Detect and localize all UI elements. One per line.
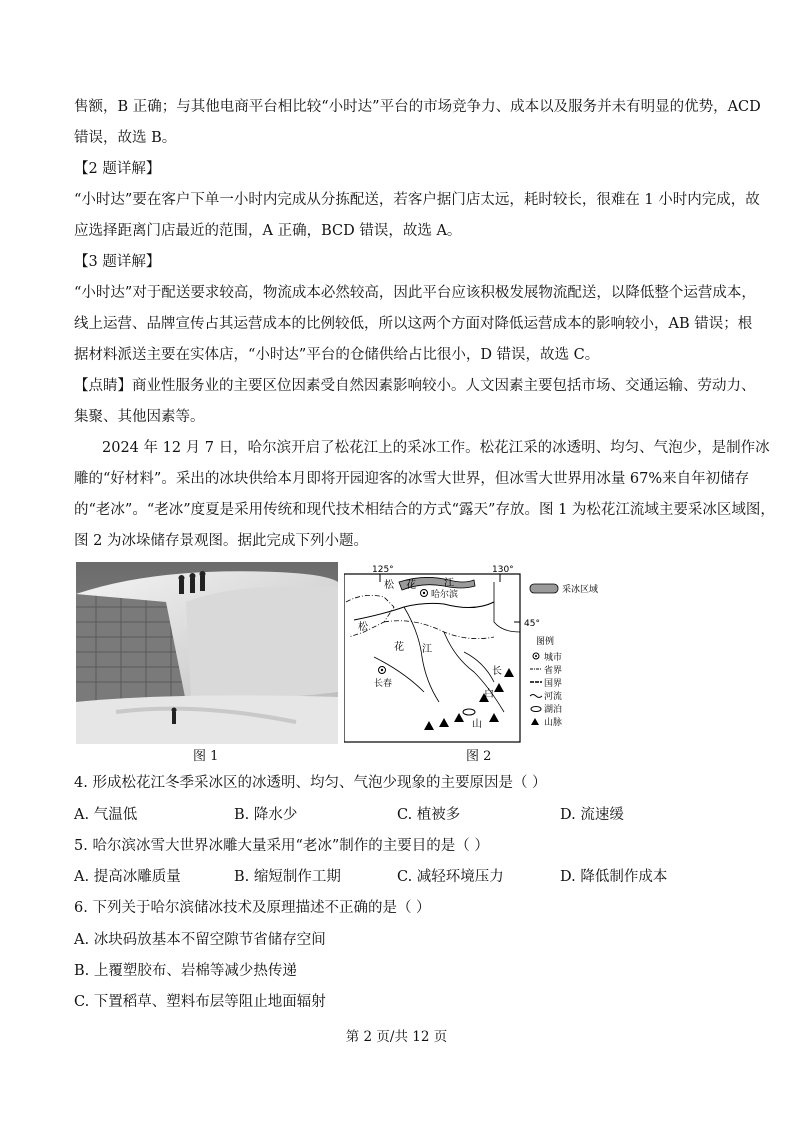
question-stem: 4. 形成松花江冬季采冰区的冰透明、均匀、气泡少现象的主要原因是（ ） xyxy=(74,775,547,791)
figure-2-caption: 图 2 xyxy=(466,749,492,764)
text-line: “小时达”要在客户下单一小时内完成从分拣配送，若客户据门店太远，耗时较长，很难在 1 小时内完成，故 xyxy=(74,192,760,208)
section-heading: 【2 题详解】 xyxy=(74,161,161,177)
figure-2-map xyxy=(344,562,624,762)
legend-ice-area: 采冰区域 xyxy=(562,585,599,595)
city-label-changchun: 长春 xyxy=(374,679,393,689)
river-char: 松 xyxy=(358,622,368,633)
lon-label-125: 125° xyxy=(372,565,394,575)
question-option: C. 植被多 xyxy=(397,807,461,823)
question-stem: 6. 下列关于哈尔滨储冰技术及原理描述不正确的是（ ） xyxy=(74,900,431,916)
section-heading: 【3 题详解】 xyxy=(74,254,161,270)
mountain-char: 长 xyxy=(492,666,502,677)
lon-label-130: 130° xyxy=(492,565,514,575)
text-line: 据材料派送主要在实体店，“小时达”平台的仓储供给占比很小，D 错误，故选 C。 xyxy=(74,347,600,363)
river-char: 花 xyxy=(394,642,404,653)
mountain-char: 山 xyxy=(472,719,482,730)
question-option: A. 气温低 xyxy=(74,807,138,823)
river-char: 花 xyxy=(406,580,416,591)
question-option: B. 缩短制作工期 xyxy=(234,869,341,885)
text-line: 错误，故选 B。 xyxy=(74,130,177,146)
question-option: D. 降低制作成本 xyxy=(560,869,668,885)
legend-item: 河流 xyxy=(544,692,563,702)
songhua-river-map xyxy=(344,562,624,762)
page-footer: 第 2 页/共 12 页 xyxy=(345,1029,448,1045)
text-line: “小时达”对于配送要求较高，物流成本必然较高，因此平台应该积极发展物流配送，以降低整个运营成本， xyxy=(74,285,756,301)
passage-line: 2024 年 12 月 7 日，哈尔滨开启了松花江上的采冰工作。松花江采的冰透明、均匀、气泡少，是制作冰 xyxy=(102,440,770,456)
legend-title: 图例 xyxy=(536,637,555,647)
question-option: C. 下置稻草、塑料布层等阻止地面辐射 xyxy=(74,994,326,1010)
figure-1-caption: 图 1 xyxy=(193,749,219,764)
legend-item: 城市 xyxy=(544,653,563,663)
question-option: D. 流速缓 xyxy=(560,807,624,823)
passage-line: 的“老冰”。“老冰”度夏是采用传统和现代技术相结合的方式“露天”存放。图 1 为松花江流域主要采冰区域图， xyxy=(74,502,775,518)
ice-stack-photo xyxy=(76,562,338,744)
river-char: 江 xyxy=(444,578,454,589)
city-label-harbin: 哈尔滨 xyxy=(431,590,459,600)
question-stem: 5. 哈尔滨冰雪大世界冰雕大量采用“老冰”制作的主要目的是（ ） xyxy=(74,838,489,854)
passage-line: 雕的“好材料”。采出的冰块供给本月即将开园迎客的冰雪大世界，但冰雪大世界用冰量 67%来自年初储存 xyxy=(74,471,750,487)
question-option: A. 提高冰雕质量 xyxy=(74,869,181,885)
text-line: 线上运营、品牌宣传占其运营成本的比例较低，所以这两个方面对降低运营成本的影响较小，AB 错误；根 xyxy=(74,316,753,332)
question-option: B. 上覆塑胶布、岩棉等减少热传递 xyxy=(74,963,297,979)
river-char: 松 xyxy=(384,580,394,591)
river-char: 江 xyxy=(422,644,432,655)
legend-item: 山脉 xyxy=(544,718,563,728)
text-line: 【点睛】商业性服务业的主要区位因素受自然因素影响较小。人文因素主要包括市场、交通运输、劳动力、 xyxy=(74,378,756,394)
lat-label-45: 45° xyxy=(524,619,540,629)
mountain-char: 白 xyxy=(484,689,494,700)
passage-line: 图 2 为冰垛储存景观图。据此完成下列小题。 xyxy=(74,533,368,549)
question-option: C. 减轻环境压力 xyxy=(397,869,504,885)
text-line: 集聚、其他因素等。 xyxy=(74,409,205,425)
text-line: 售额，B 正确；与其他电商平台相比较“小时达”平台的市场竞争力、成本以及服务并未有明显的优势，ACD xyxy=(74,99,761,115)
figure-1-photo xyxy=(76,562,338,744)
legend-item: 国界 xyxy=(544,679,563,689)
question-option: B. 降水少 xyxy=(234,807,298,823)
question-option: A. 冰块码放基本不留空隙节省储存空间 xyxy=(74,932,326,948)
legend-item: 省界 xyxy=(544,666,563,676)
legend-item: 湖泊 xyxy=(544,705,563,715)
text-line: 应选择距离门店最近的范围，A 正确，BCD 错误，故选 A。 xyxy=(74,223,462,239)
